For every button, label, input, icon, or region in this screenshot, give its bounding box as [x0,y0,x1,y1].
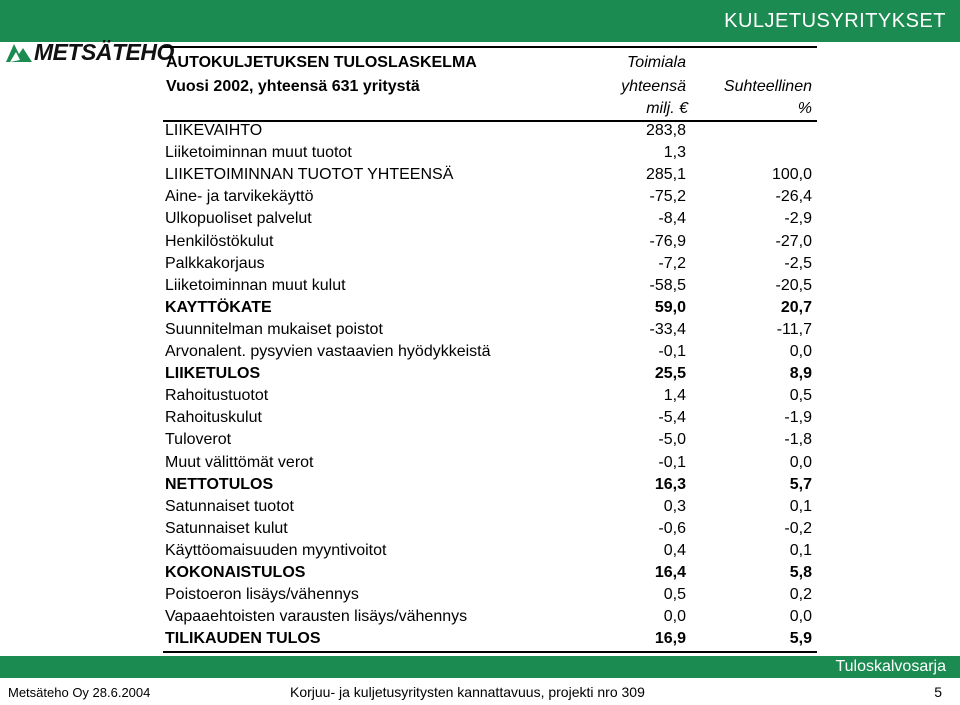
row-value-total: -76,9 [649,232,686,250]
row-label: LIIKEVAIHTO [165,122,263,139]
row-value-total: 0,3 [663,497,686,515]
table-row [165,385,815,407]
row-value-percent: 8,9 [789,365,812,383]
row-value-percent: 0,0 [789,608,812,626]
row-value-total: -5,4 [658,409,686,427]
row-value-percent: 5,8 [789,564,812,581]
row-label: Tuloverot [165,431,232,449]
row-value-total: -0,1 [658,343,686,360]
col1-head-line2: yhteensä [621,78,686,95]
row-value-total: -58,5 [649,276,686,294]
table-row [165,363,815,385]
row-value-total: -7,2 [658,254,686,272]
table-row [165,186,815,208]
row-value-total: -0,6 [658,519,686,537]
row-label: Liiketoiminnan muut kulut [165,276,346,294]
row-value-percent: -20,5 [775,276,812,294]
header-title: KULJETUSYRITYKSET [724,10,946,32]
row-label: Käyttöomaisuuden myyntivoitot [165,541,387,559]
row-value-total: 285,1 [645,166,686,184]
table-row [165,452,815,474]
row-label: KAYTTÖKATE [165,298,272,316]
row-value-percent: 0,1 [789,497,812,515]
row-value-percent: -2,9 [784,210,812,228]
table-row [165,164,815,186]
table-row [165,474,815,496]
top-rule [163,46,817,48]
row-value-percent: -1,8 [784,431,812,449]
row-value-percent: -1,9 [784,409,812,427]
row-value-total: 0,4 [663,541,686,559]
row-value-percent: 5,9 [789,630,812,648]
row-value-percent: 100,0 [771,166,812,184]
table-row [165,341,815,363]
col1-head-line3: milj. € [646,100,688,117]
row-value-total: 283,8 [645,122,686,139]
row-value-total: 16,4 [654,564,686,581]
row-label: Vapaaehtoisten varausten lisäys/vähennys [165,608,468,626]
row-label: Palkkakorjaus [165,254,265,272]
table-row [165,429,815,451]
table-row [165,628,815,650]
row-value-total: -5,0 [658,431,686,449]
row-value-percent: 0,0 [789,453,812,471]
row-value-percent: 0,5 [789,387,812,405]
row-label: Rahoitustuotot [165,387,269,405]
row-value-total: -0,1 [658,453,686,471]
table-row [165,584,815,606]
table-row [165,253,815,275]
row-value-total: 1,3 [663,144,686,162]
table-row [165,142,815,164]
row-value-percent: 0,0 [789,343,812,360]
logo-text: METSÄTEHO [34,39,174,65]
row-value-total: -33,4 [649,320,686,338]
row-value-percent: 0,1 [789,541,812,559]
row-value-total: -75,2 [649,188,686,206]
table-row [165,518,815,540]
row-value-percent: -11,7 [776,320,812,338]
table-row [165,540,815,562]
row-value-total: 0,5 [663,586,686,604]
row-label: LIIKETOIMINNAN TUOTOT YHTEENSÄ [165,166,454,184]
report-title: AUTOKULJETUKSEN TULOSLASKELMA [166,54,477,71]
bottom-rule [163,651,817,653]
footer-band-text: Tuloskalvosarja [835,658,946,675]
table-row [165,208,815,230]
table-row [165,562,815,584]
row-label: TILIKAUDEN TULOS [165,630,321,648]
row-value-percent: -2,5 [784,254,812,272]
footer-band [0,656,960,678]
row-value-total: 0,0 [663,608,686,626]
row-value-total: 59,0 [654,298,686,316]
row-value-percent: -27,0 [775,232,812,250]
col2-head-line2: % [797,100,812,117]
table-row [165,319,815,341]
row-label: Muut välittömät verot [165,453,314,471]
row-label: Liiketoiminnan muut tuotot [165,144,352,162]
row-value-percent: 5,7 [789,475,812,493]
table-row [165,120,815,142]
header-band [0,0,960,42]
row-value-total: 16,3 [654,475,686,493]
row-label: Ulkopuoliset palvelut [165,210,312,228]
footer-date: Metsäteho Oy 28.6.2004 [8,685,151,700]
table-row [165,407,815,429]
logo-mark-icon [4,40,34,66]
table-row [165,231,815,253]
table-row [165,297,815,319]
metsateho-logo [4,38,174,66]
row-value-total: 25,5 [654,365,686,383]
row-value-percent: 0,2 [789,586,812,604]
footer-project: Korjuu- ja kuljetusyritysten kannattavuus, projekti nro 309 [290,684,645,700]
row-label: LIIKETULOS [165,365,261,383]
report-subtitle: Vuosi 2002, yhteensä 631 yritystä [166,78,420,95]
row-label: Satunnaiset kulut [165,519,288,537]
col2-head-line1: Suhteellinen [723,78,812,95]
table-row [165,496,815,518]
row-label: NETTOTULOS [165,475,274,493]
row-label: Henkilöstökulut [165,232,274,250]
row-value-percent: -26,4 [775,188,812,206]
row-value-total: 1,4 [663,387,686,405]
row-value-total: -8,4 [658,210,686,228]
row-value-total: 16,9 [654,630,686,648]
row-label: Satunnaiset tuotot [165,497,294,515]
row-label: Aine- ja tarvikekäyttö [165,188,314,206]
row-value-percent: -0,2 [784,519,812,537]
page-number: 5 [934,684,942,700]
row-value-percent: 20,7 [780,298,812,316]
table-row [165,606,815,628]
row-label: Arvonalent. pysyvien vastaavien hyödykkeistä [165,343,491,360]
row-label: Poistoeron lisäys/vähennys [165,586,359,604]
table-row [165,275,815,297]
row-label: Suunnitelman mukaiset poistot [165,320,383,338]
row-label: Rahoituskulut [165,409,262,427]
col1-head-line1: Toimiala [627,54,686,71]
row-label: KOKONAISTULOS [165,564,306,581]
